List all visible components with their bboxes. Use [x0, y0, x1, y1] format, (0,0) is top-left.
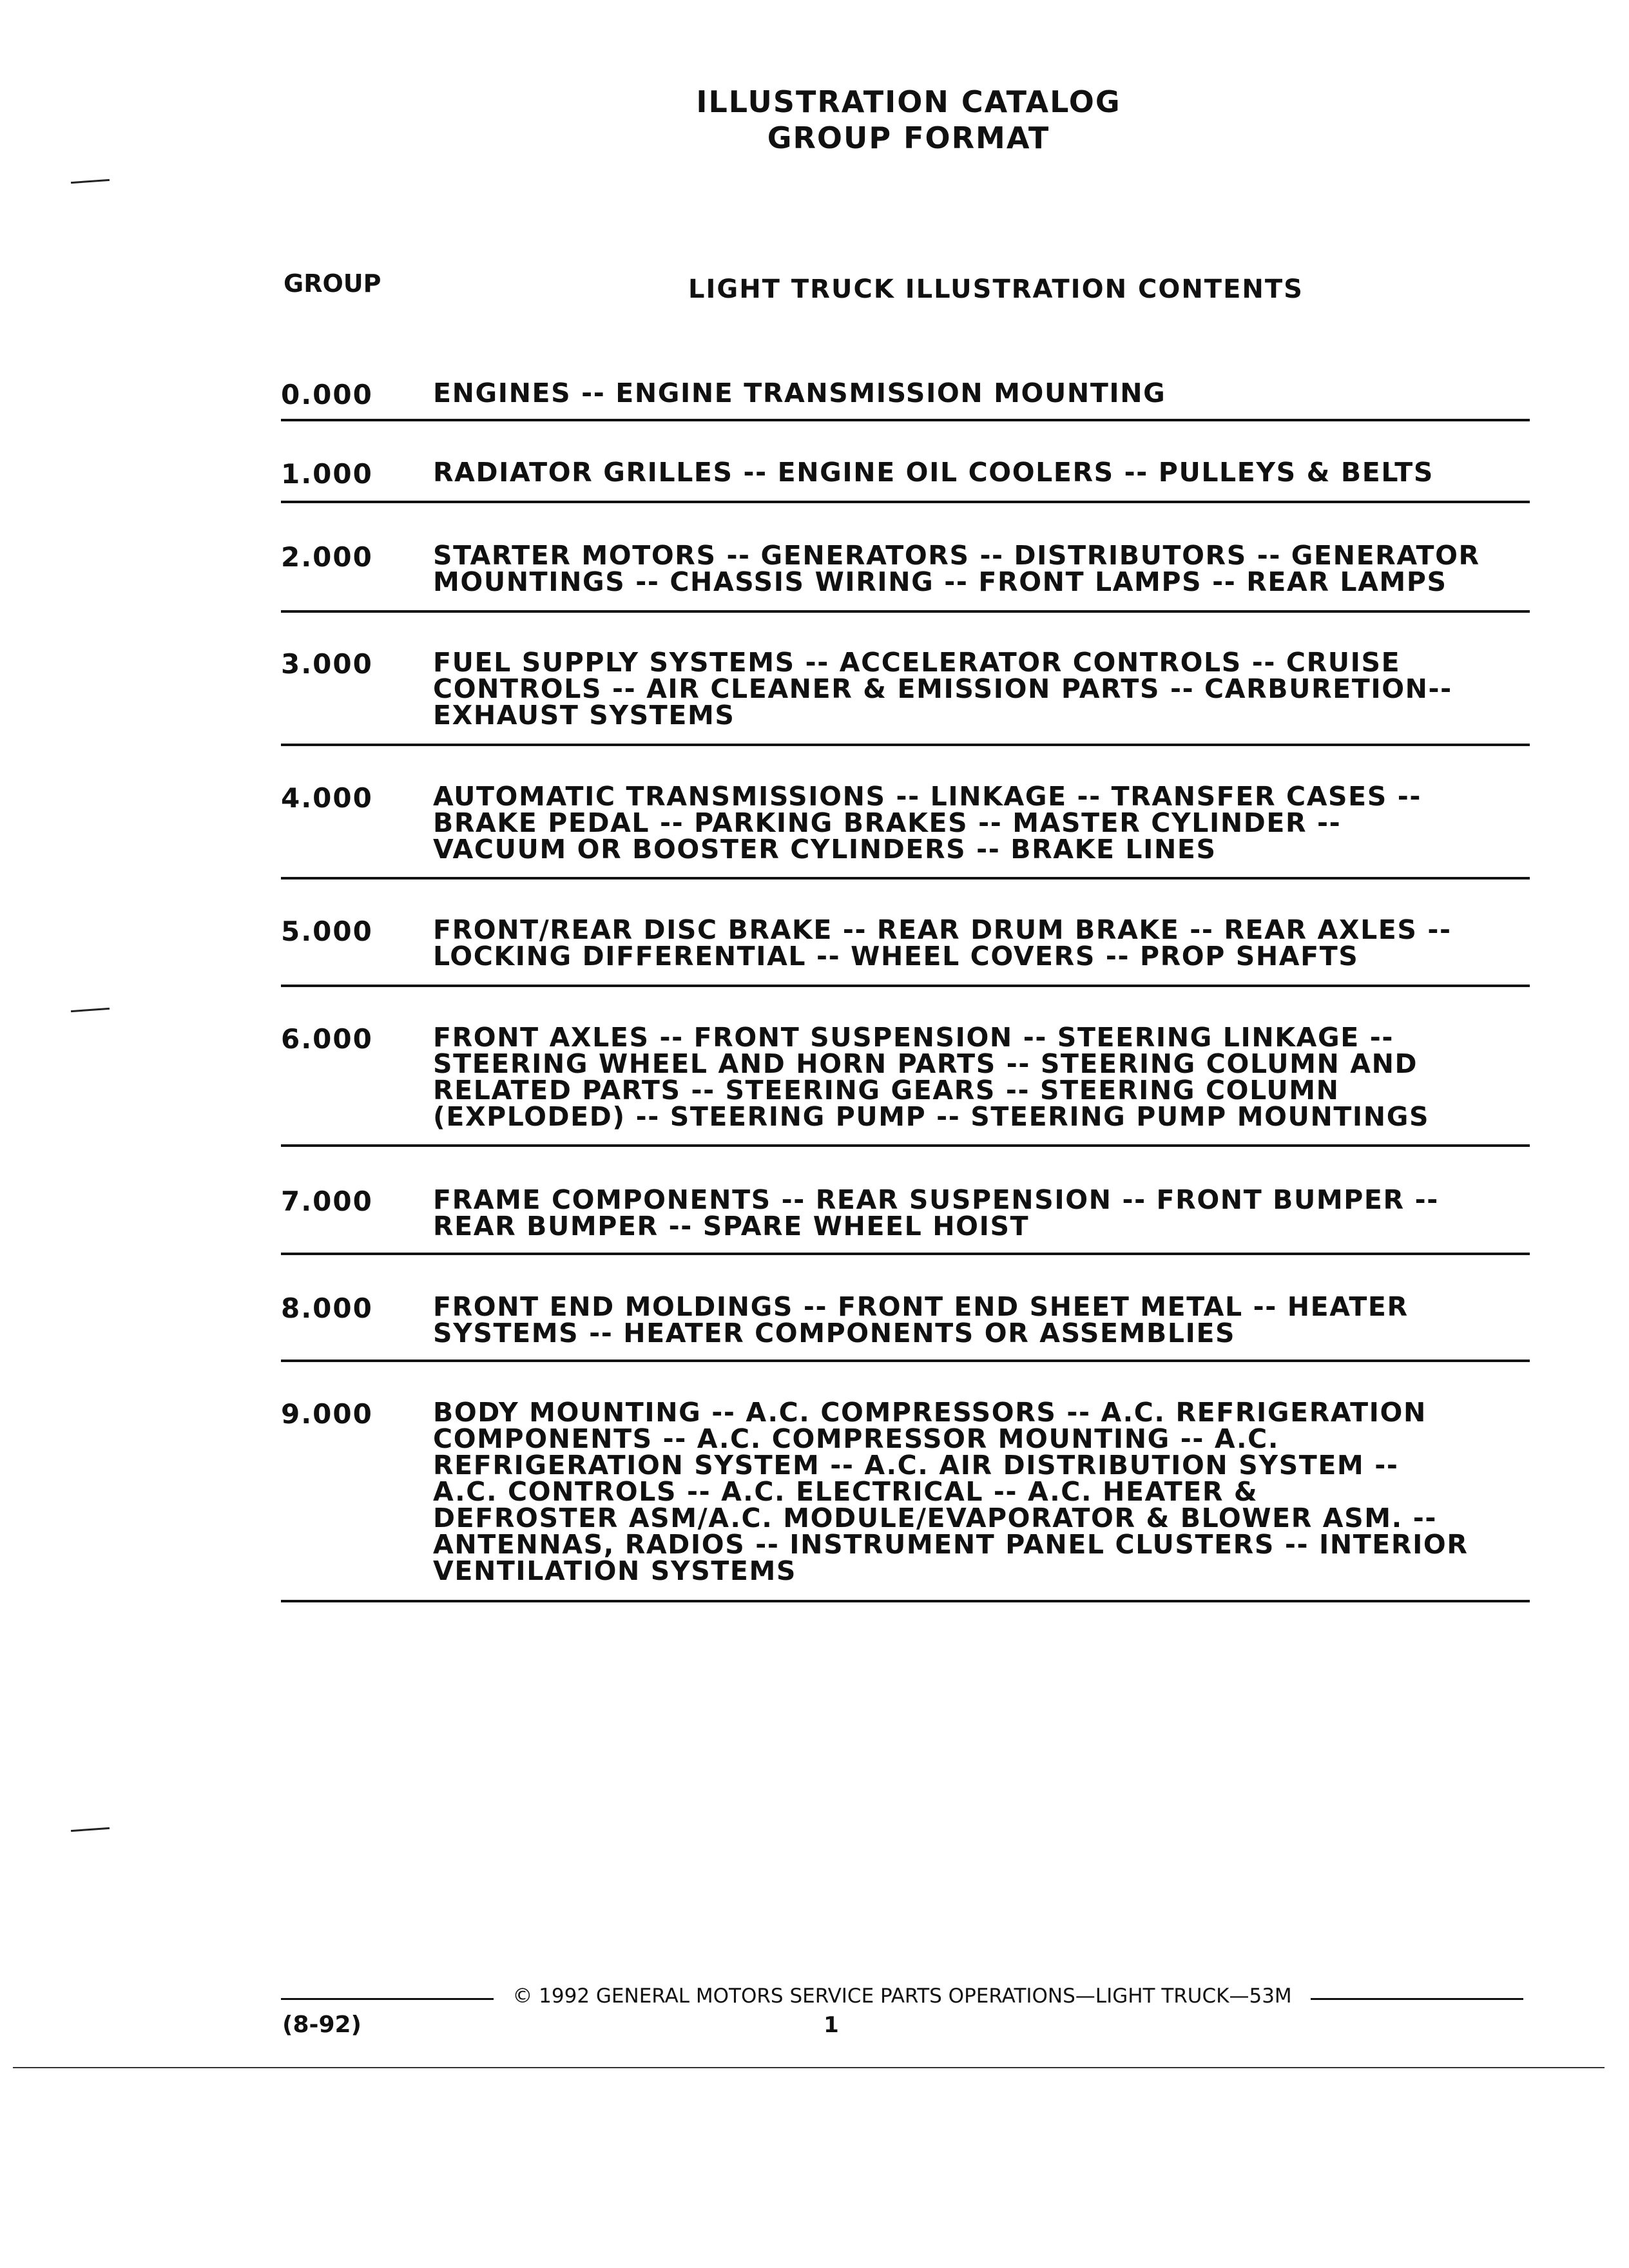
group-number: 6.000 — [281, 1023, 373, 1055]
group-description: STARTER MOTORS -- GENERATORS -- DISTRIBUTORS -- GENERATOR MOUNTINGS -- CHASSIS WIRING -- FRONT LAMPS -- REAR LAMPS — [433, 540, 1480, 597]
edition-date: (8-92) — [282, 2012, 361, 2038]
group-number: 9.000 — [281, 1398, 373, 1430]
title-line-1: ILLUSTRATION CATALOG — [696, 84, 1121, 119]
group-row-1 — [281, 421, 1530, 503]
group-number: 0.000 — [281, 379, 373, 410]
group-row-9 — [281, 1362, 1530, 1602]
group-description: FRONT/REAR DISC BRAKE -- REAR DRUM BRAKE -- REAR AXLES -- LOCKING DIFFERENTIAL -- WHEEL COVERS -- PROP SHAFTS — [433, 914, 1452, 972]
group-description: RADIATOR GRILLES -- ENGINE OIL COOLERS -- PULLEYS & BELTS — [433, 457, 1434, 488]
group-row-2 — [281, 503, 1530, 613]
group-number: 5.000 — [281, 916, 373, 947]
margin-mark-bottom — [71, 1827, 110, 1832]
group-description: BODY MOUNTING -- A.C. COMPRESSORS -- A.C. REFRIGERATION COMPONENTS -- A.C. COMPRESSOR MOUNTING -- A.C. REFRIGERATION SYSTEM -- A.C. AIR DISTRIBUTION SYSTEM -- A.C. CONTROLS -- A.C. ELECTRICAL -- A.C. HEATER & DEFROSTER ASM/A.C. MODULE/EVAPORATOR & BLOWER ASM. -- ANTENNAS, RADIOS -- INSTRUMENT PANEL CLUSTERS -- INTERIOR VENTILATION SYSTEMS — [433, 1397, 1469, 1586]
group-description: ENGINES -- ENGINE TRANSMISSION MOUNTING — [433, 378, 1166, 408]
group-description: FRAME COMPONENTS -- REAR SUSPENSION -- FRONT BUMPER -- REAR BUMPER -- SPARE WHEEL HOIST — [433, 1184, 1439, 1242]
group-description: FUEL SUPPLY SYSTEMS -- ACCELERATOR CONTROLS -- CRUISE CONTROLS -- AIR CLEANER & EMISSION PARTS -- CARBURETION-- EXHAUST SYSTEMS — [433, 647, 1452, 731]
group-row-5 — [281, 879, 1530, 987]
group-description: FRONT END MOLDINGS -- FRONT END SHEET METAL -- HEATER SYSTEMS -- HEATER COMPONENTS OR ASSEMBLIES — [433, 1291, 1409, 1349]
margin-mark-middle — [71, 1008, 110, 1012]
contents-heading: LIGHT TRUCK ILLUSTRATION CONTENTS — [688, 274, 1304, 304]
footer-rule-right — [1311, 1998, 1523, 2000]
group-description: FRONT AXLES -- FRONT SUSPENSION -- STEERING LINKAGE -- STEERING WHEEL AND HORN PARTS -- STEERING COLUMN AND RELATED PARTS -- STEERING GEARS -- STEERING COLUMN (EXPLODED) -- STEERING PUMP -- STEERING PUMP MOUNTINGS — [433, 1022, 1430, 1132]
title-line-2: GROUP FORMAT — [767, 120, 1050, 155]
page-number: 1 — [824, 2012, 839, 2038]
group-row-8 — [281, 1255, 1530, 1362]
group-number: 1.000 — [281, 458, 373, 490]
group-number: 4.000 — [281, 782, 373, 814]
copyright-notice: © 1992 GENERAL MOTORS SERVICE PARTS OPERATIONS—LIGHT TRUCK—53M — [512, 1984, 1292, 2008]
group-row-6 — [281, 987, 1530, 1147]
group-description: AUTOMATIC TRANSMISSIONS -- LINKAGE -- TRANSFER CASES -- BRAKE PEDAL -- PARKING BRAKES -- MASTER CYLINDER -- VACUUM OR BOOSTER CYLINDERS -- BRAKE LINES — [433, 781, 1422, 865]
bottom-rule — [13, 2067, 1605, 2068]
group-row-7 — [281, 1147, 1530, 1255]
group-row-3 — [281, 613, 1530, 746]
group-number: 3.000 — [281, 648, 373, 680]
catalog-title — [664, 84, 1153, 156]
footer-rule-left — [281, 1998, 494, 2000]
group-row-4 — [281, 746, 1530, 879]
group-number: 7.000 — [281, 1186, 373, 1217]
group-row-0 — [281, 374, 1530, 421]
group-list — [281, 374, 1530, 1602]
group-number: 8.000 — [281, 1293, 373, 1324]
group-column-label: GROUP — [284, 269, 381, 298]
margin-mark-top — [71, 179, 110, 184]
group-number: 2.000 — [281, 541, 373, 573]
